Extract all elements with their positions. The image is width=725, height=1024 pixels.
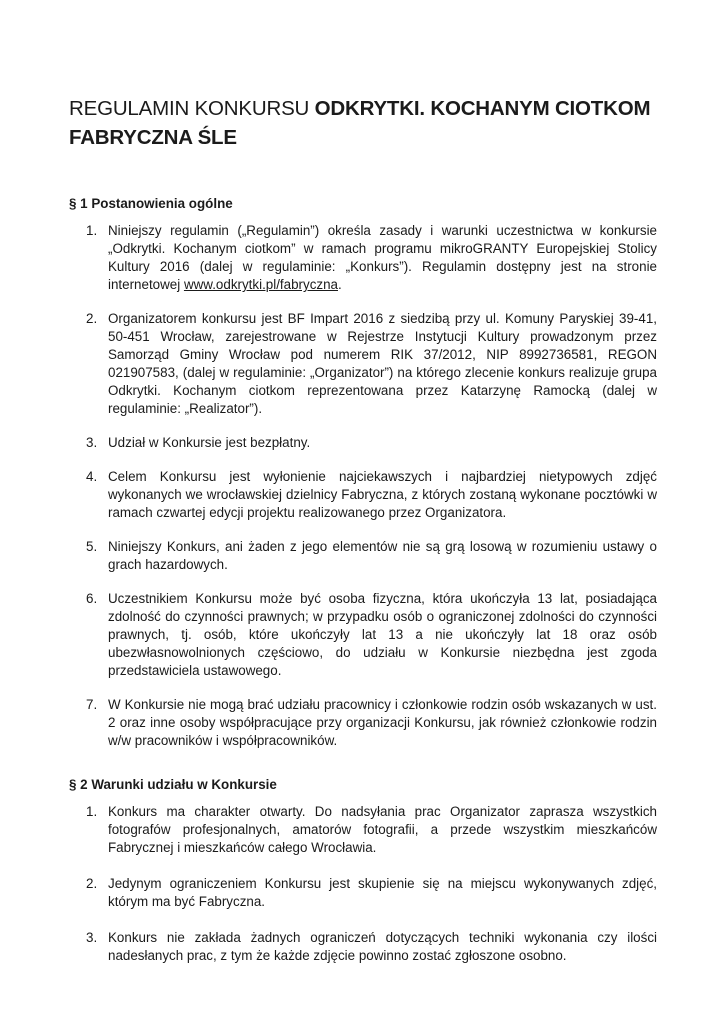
item-text: Niniejszy regulamin („Regulamin”) określa zasady i warunki uczestnictwa w konkursie „Odkrytki. Kochanym ciotkom” w ramach programu mikroGRANTY Europejskiej Stolicy Kultury 2016 (dalej w regulaminie: „Konkurs”). Regulamin dostępny jest na stronie internetowej bbox=[108, 223, 657, 292]
list-item bbox=[69, 310, 657, 418]
item-text: Niniejszy Konkurs, ani żaden z jego elementów nie są grą losową w rozumieniu ustawy o grach hazardowych. bbox=[108, 539, 657, 572]
item-text: Celem Konkursu jest wyłonienie najciekawszych i najbardziej nietypowych zdjęć wykonanych we wrocławskiej dzielnicy Fabryczna, z których zostaną wykonane pocztówki w ramach czwartej edycji projektu realizowanego przez Organizatora. bbox=[108, 469, 657, 520]
title-regular: REGULAMIN KONKURSU bbox=[69, 97, 315, 120]
item-text: Jedynym ograniczeniem Konkursu jest skupienie się na miejscu wykonywanych zdjęć, którym ma być Fabryczna. bbox=[108, 876, 657, 909]
item-text: Organizatorem konkursu jest BF Impart 2016 z siedzibą przy ul. Komuny Paryskiej 39-41, 50-451 Wrocław, zarejestrowane w Rejestrze Instytucji Kultury prowadzonym przez Samorząd Gminy Wrocław pod numerem RIK 37/2012, NIP 8992736581, REGON 021907583, (dalej w regulaminie: „Organizator”) na którego zlecenie konkurs realizuje grupa Odkrytki. Kochanym ciotkom reprezentowana przez Katarzynę Ramocką (dalej w regulaminie: „Realizator”). bbox=[108, 311, 657, 416]
title-bold-line1: ODKRYTKI. KOCHANYM CIOTKOM bbox=[314, 97, 651, 120]
item-text: Uczestnikiem Konkursu może być osoba fizyczna, która ukończyła 13 lat, posiadająca zdolność do czynności prawnych; w przypadku osób o ograniczonej zdolności do czynności prawnych, tj. osób, które ukończyły lat 13 a nie ukończyły lat 18 oraz osób ubezwłasnowolnionych częściowo, do udziału w Konkursie niezbędna jest zgoda przedstawiciela ustawowego. bbox=[108, 591, 657, 678]
section-heading: § 2 Warunki udziału w Konkursie bbox=[69, 777, 277, 792]
item-number: 6. bbox=[86, 591, 98, 606]
section-heading: § 1 Postanowienia ogólne bbox=[69, 196, 233, 211]
item-number: 1. bbox=[86, 804, 98, 819]
item-text: Konkurs nie zakłada żadnych ograniczeń dotyczących techniki wykonania czy ilości nadesłanych prac, z tym że każde zdjęcie powinno zostać zgłoszone osobno. bbox=[108, 930, 657, 963]
website-link[interactable]: www.odkrytki.pl/fabryczna bbox=[183, 277, 338, 292]
list-item bbox=[69, 222, 657, 294]
item-number: 2. bbox=[86, 876, 98, 891]
section-participation-conditions bbox=[69, 776, 657, 965]
item-number: 7. bbox=[86, 697, 98, 712]
item-number: 2. bbox=[86, 311, 98, 326]
item-text: Udział w Konkursie jest bezpłatny. bbox=[108, 435, 311, 450]
list-item bbox=[69, 590, 657, 680]
item-number: 3. bbox=[86, 435, 98, 450]
conditions-list bbox=[69, 803, 657, 965]
section-general-provisions bbox=[69, 195, 657, 750]
list-item bbox=[69, 468, 657, 522]
list-item bbox=[69, 696, 657, 750]
item-number: 5. bbox=[86, 539, 98, 554]
item-text: W Konkursie nie mogą brać udziału pracownicy i członkowie rodzin osób wskazanych w ust. 2 oraz inne osoby współpracujące przy organizacji Konkursu, jak również członkowie rodzin w/w pracowników i współpracowników. bbox=[108, 697, 657, 748]
list-item bbox=[69, 875, 657, 911]
item-number: 4. bbox=[86, 469, 98, 484]
list-item bbox=[69, 929, 657, 965]
item-number: 3. bbox=[86, 930, 98, 945]
list-item bbox=[69, 434, 657, 452]
title-bold-line2: FABRYCZNA ŚLE bbox=[69, 126, 237, 149]
provisions-list bbox=[69, 222, 657, 750]
item-text: Konkurs ma charakter otwarty. Do nadsyłania prac Organizator zaprasza wszystkich fotografów profesjonalnych, amatorów fotografii, a przede wszystkim mieszkańców Fabrycznej i mieszkańców całego Wrocławia. bbox=[108, 804, 657, 855]
document-title bbox=[69, 94, 657, 152]
list-item bbox=[69, 803, 657, 857]
item-text-end: . bbox=[337, 277, 342, 292]
list-item bbox=[69, 538, 657, 574]
item-number: 1. bbox=[86, 223, 98, 238]
